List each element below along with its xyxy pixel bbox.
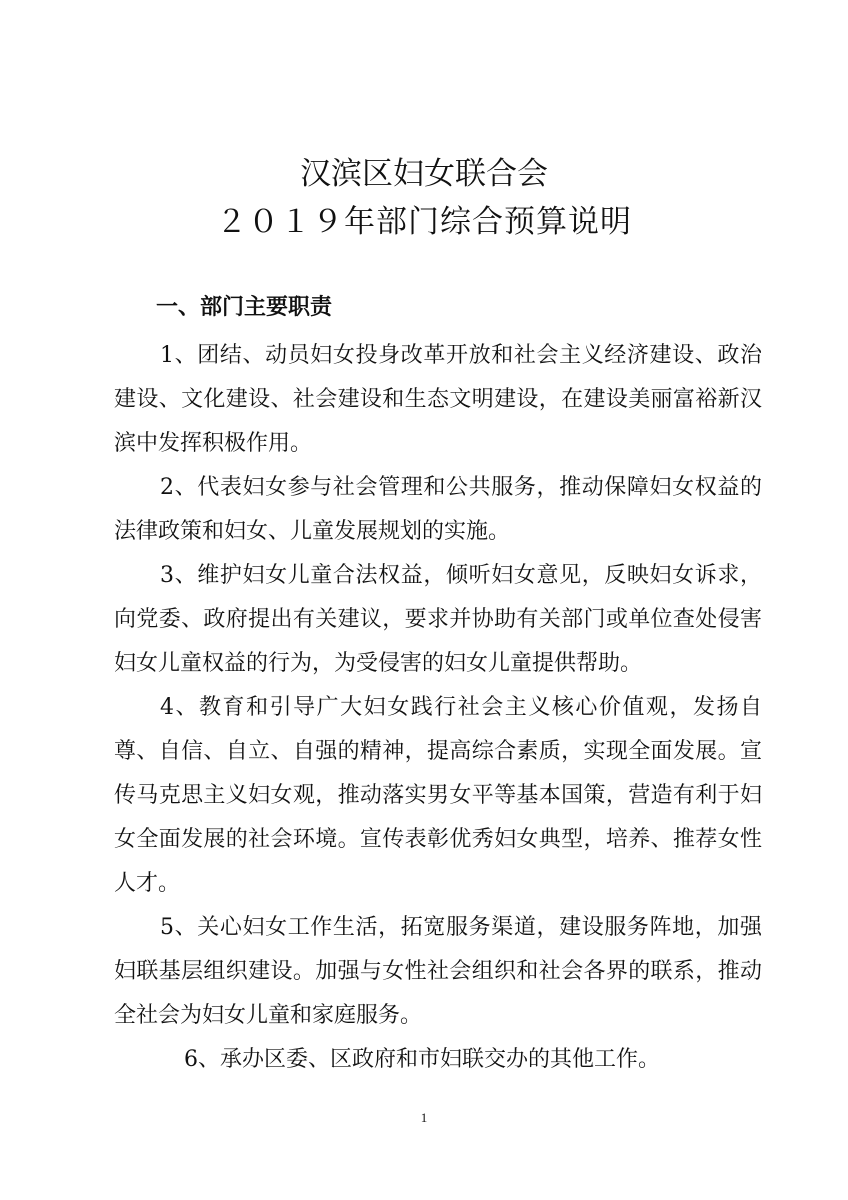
duty-paragraph-3: 3、维护妇女儿童合法权益，倾听妇女意见，反映妇女诉求，向党委、政府提出有关建议，要求并协助有关部门或单位查处侵害妇女儿童权益的行为，为受侵害的妇女儿童提供帮助。	[114, 563, 762, 676]
document-title	[0, 150, 848, 246]
page-number: 1	[420, 1110, 428, 1125]
duty-paragraph-5: 5、关心妇女工作生活，拓宽服务渠道，建设服务阵地，加强妇联基层组织建设。加强与女性社会组织和社会各界的联系，推动全社会为妇女儿童和家庭服务。	[114, 915, 762, 1028]
title-organization: 汉滨区妇女联合会	[300, 156, 548, 192]
section-heading-main-duties: 一、部门主要职责	[156, 295, 333, 320]
title-budget-description: ２０１９年部门综合预算说明	[216, 204, 632, 240]
duty-paragraph-2: 2、代表妇女参与社会管理和公共服务，推动保障妇女权益的法律政策和妇女、儿童发展规划的实施。	[114, 475, 762, 544]
duty-paragraph-1: 1、团结、动员妇女投身改革开放和社会主义经济建设、政治建设、文化建设、社会建设和生态文明建设，在建设美丽富裕新汉滨中发挥积极作用。	[114, 343, 762, 456]
duty-paragraph-4: 4、教育和引导广大妇女践行社会主义核心价值观，发扬自尊、自信、自立、自强的精神，提高综合素质，实现全面发展。宣传马克思主义妇女观，推动落实男女平等基本国策，营造有利于妇女全面发展的社会环境。宣传表彰优秀妇女典型，培养、推荐女性人才。	[114, 695, 762, 896]
document-body	[114, 287, 762, 1082]
duty-paragraph-6: 6、承办区委、区政府和市妇联交办的其他工作。	[184, 1047, 660, 1072]
